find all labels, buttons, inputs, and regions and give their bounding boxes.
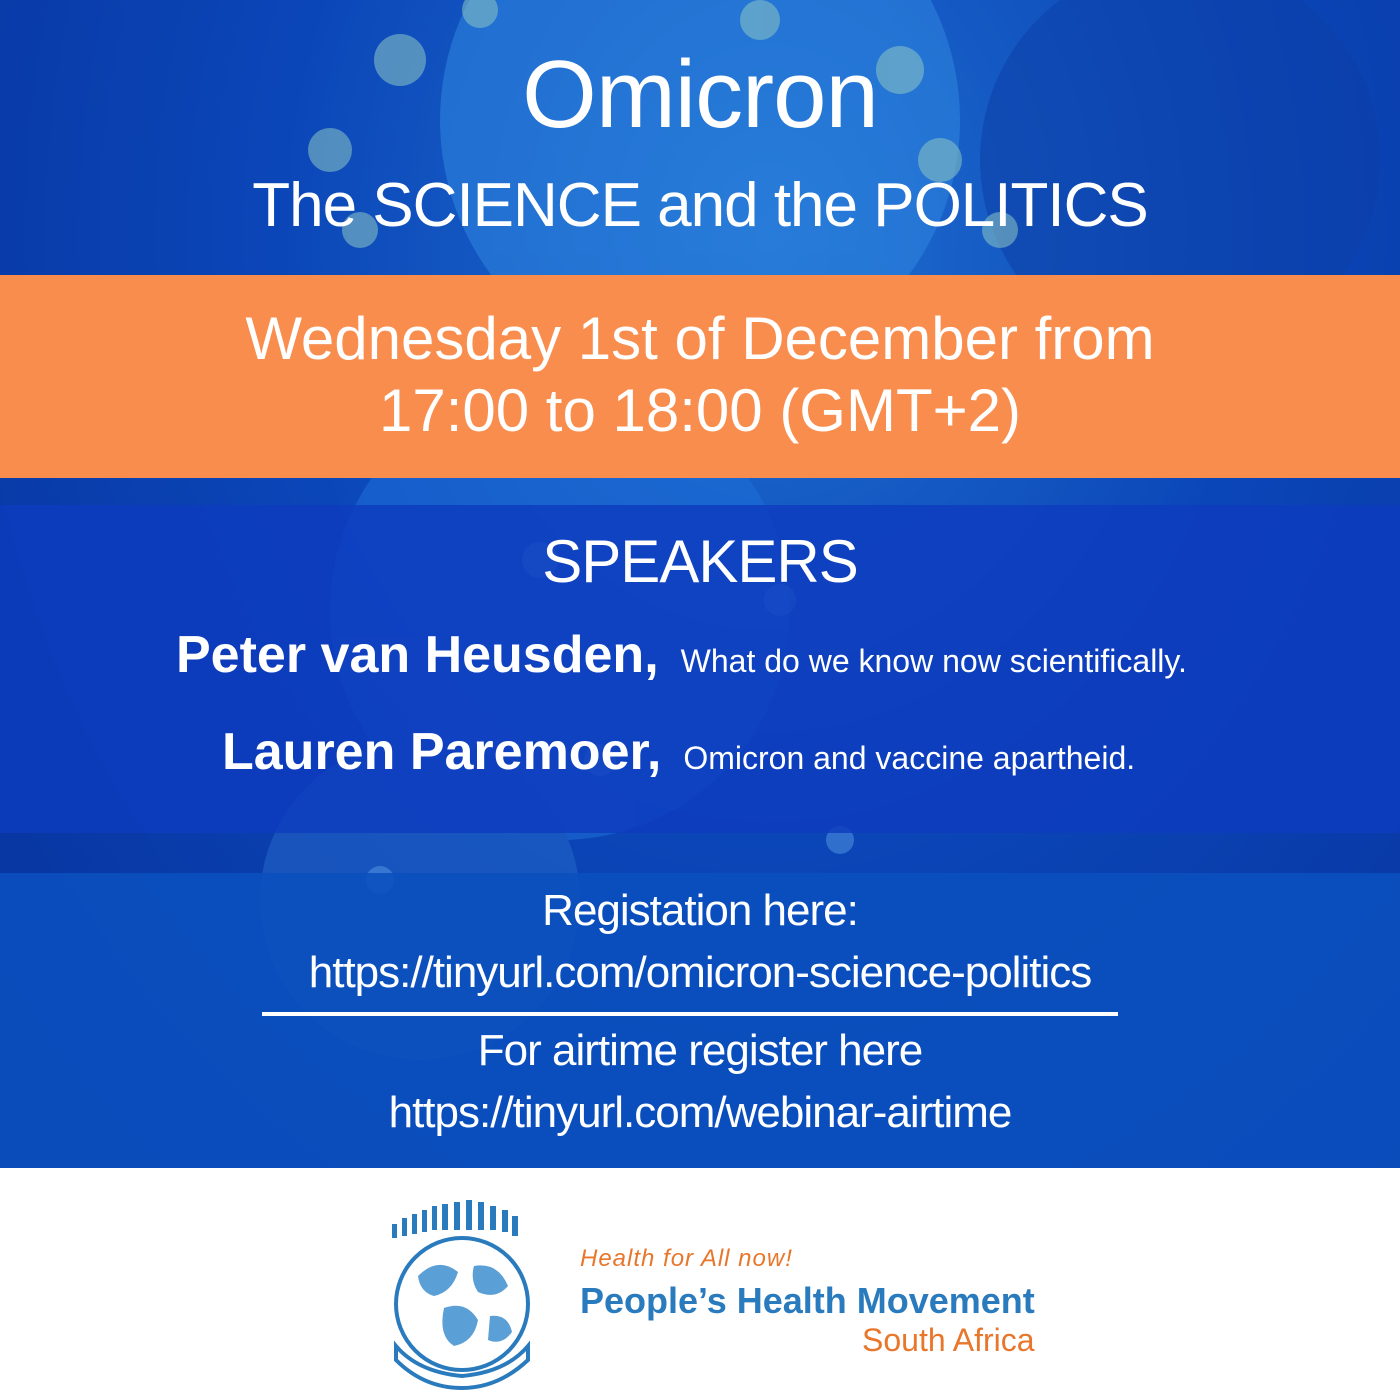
registration-link[interactable]: https://tinyurl.com/omicron-science-politics (308, 948, 1092, 997)
date-banner (0, 275, 1400, 478)
event-date: Wednesday 1st of December from (245, 305, 1155, 372)
event-subtitle: The SCIENCE and the POLITICS (252, 171, 1148, 240)
speaker-name: Peter van Heusden (176, 626, 645, 684)
globe-in-hands-icon (378, 1196, 546, 1392)
speakers-heading: SPEAKERS (542, 528, 858, 595)
airtime-link[interactable]: https://tinyurl.com/webinar-airtime (388, 1088, 1012, 1137)
registration-section (0, 873, 1400, 1168)
speaker-item (176, 625, 1187, 685)
speaker-item (222, 722, 1135, 782)
org-region: South Africa (862, 1322, 1035, 1358)
event-time: 17:00 to 18:00 (GMT+2) (378, 377, 1021, 444)
org-tagline: Health for All now! (580, 1245, 793, 1272)
speaker-separator: , (644, 626, 659, 684)
title-block (0, 0, 1400, 275)
speaker-topic: What do we know now scientifically. (680, 643, 1187, 679)
speaker-name: Lauren Paremoer (222, 723, 647, 781)
speaker-topic: Omicron and vaccine apartheid. (683, 740, 1136, 776)
event-title: Omicron (522, 41, 878, 148)
registration-label: Registation here: (542, 886, 858, 935)
org-name: People’s Health Movement (580, 1280, 1035, 1321)
speaker-separator: , (646, 723, 662, 781)
divider (262, 1012, 1118, 1016)
airtime-label: For airtime register here (477, 1026, 923, 1075)
